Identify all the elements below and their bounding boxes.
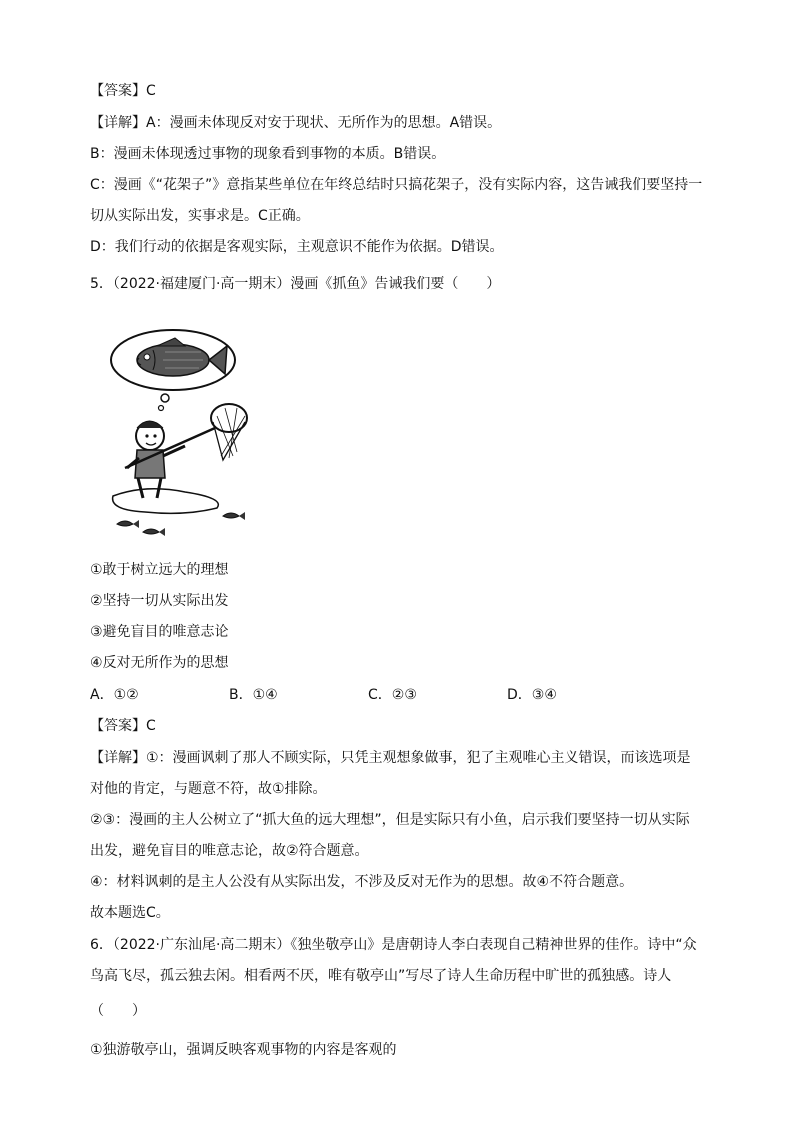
man-figure xyxy=(127,421,185,498)
q5-detail-23a: ②③：漫画的主人公树立了“抓大鱼的远大理想”，但是实际只有小鱼，启示我们要坚持一切从实际 xyxy=(90,812,690,828)
q5-option-d: D．③④ xyxy=(507,687,557,703)
water-puddle xyxy=(113,489,219,514)
q5-detail-4: ④：材料讽刺的是主人公没有从实际出发，不涉及反对无作为的思想。故④不符合题意。 xyxy=(90,874,634,890)
q5-detail-23b: 出发，避免盲目的唯意志论，故②符合题意。 xyxy=(90,843,369,859)
q5-option-b: B．①④ xyxy=(229,687,278,703)
fishing-cartoon-image xyxy=(105,328,265,543)
q4-detail-c-1: C：漫画《“花架子”》意指某些单位在年终总结时只搞花架子，没有实际内容，这告诫我们要坚持一 xyxy=(90,177,703,193)
q6-stem-1: 6．（2022·广东汕尾·高二期末）《独坐敬亭山》是唐朝诗人李白表现自己精神世界的佳作。诗中“众 xyxy=(90,937,697,953)
q5-detail-1b: 对他的肯定，与题意不符，故①排除。 xyxy=(90,781,327,797)
q4-detail-a: 【详解】A：漫画未体现反对安于现状、无所作为的思想。A错误。 xyxy=(90,115,502,131)
q5-statement-1: ①敢于树立远大的理想 xyxy=(90,562,229,578)
q5-answer-line: 【答案】C xyxy=(90,718,156,734)
q5-statement-4: ④反对无所作为的思想 xyxy=(90,655,229,671)
q5-statement-3: ③避免盲目的唯意志论 xyxy=(90,624,229,640)
q6-stem-3: （ ） xyxy=(90,1003,146,1019)
q4-detail-d: D：我们行动的依据是客观实际，主观意识不能作为依据。D错误。 xyxy=(90,239,504,255)
q5-stem: 5．（2022·福建厦门·高一期末）漫画《抓鱼》告诫我们要（ ） xyxy=(90,276,501,292)
q5-detail-1a: 【详解】①：漫画讽刺了那人不顾实际，只凭主观想象做事，犯了主观唯心主义错误，而该选项是 xyxy=(90,750,691,766)
q4-detail-b: B：漫画未体现透过事物的现象看到事物的本质。B错误。 xyxy=(90,146,446,162)
q5-conclusion: 故本题选C。 xyxy=(90,905,170,921)
q5-option-c: C．②③ xyxy=(368,687,417,703)
q6-stem-2: 鸟高飞尽，孤云独去闲。相看两不厌，唯有敬亭山”写尽了诗人生命历程中旷世的孤独感。诗人 xyxy=(90,968,672,984)
small-fish-icon xyxy=(117,512,245,536)
q5-option-a: A．①② xyxy=(90,687,139,703)
q6-statement-1: ①独游敬亭山，强调反映客观事物的内容是客观的 xyxy=(90,1042,397,1058)
q4-answer-line: 【答案】C xyxy=(90,83,156,99)
q5-statement-2: ②坚持一切从实际出发 xyxy=(90,593,229,609)
q4-detail-c-2: 切从实际出发，实事求是。C正确。 xyxy=(90,208,310,224)
